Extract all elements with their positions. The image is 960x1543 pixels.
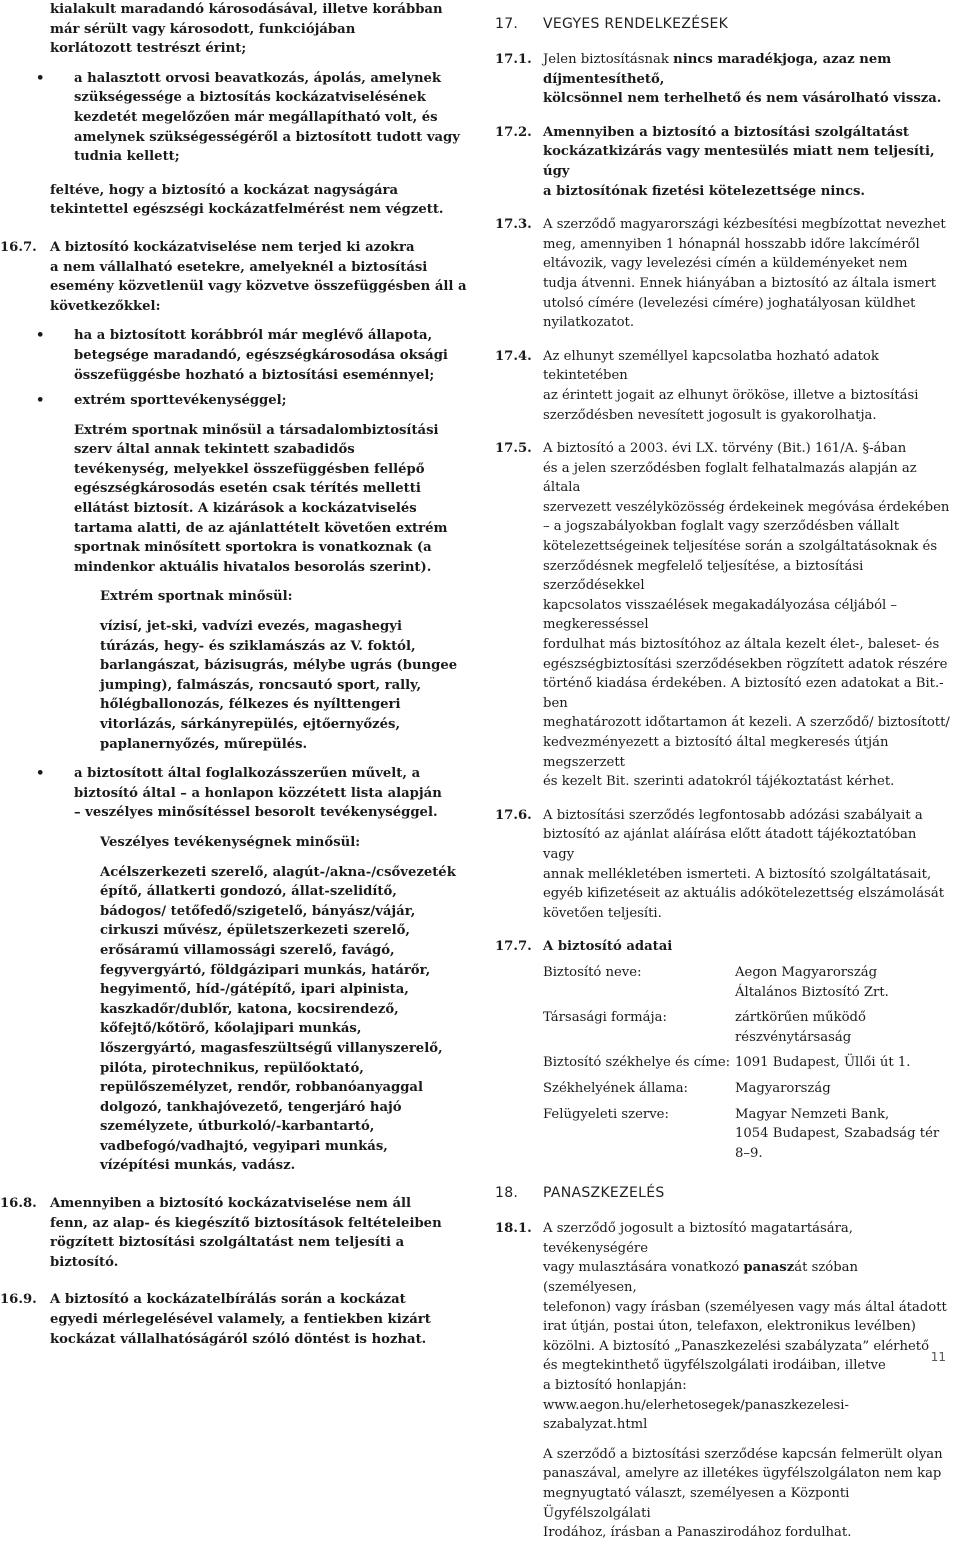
- section-17-heading: 17. VEGYES RENDELKEZÉSEK: [495, 16, 729, 32]
- company-form-row: Társasági formája: zártkörűen működő részvénytársaság: [543, 1010, 866, 1045]
- supervisor-row: Felügyeleti szerve: Magyar Nemzeti Bank, 1054 Budapest, Szabadság tér 8–9.: [543, 1106, 940, 1161]
- section-17-5: 17.5. A biztosító a 2003. évi LX. törvény (Bit.) 161/A. §-ában és a jelen szerződésben foglalt felhatalmazás alapján az általa szervezett veszélyközösség érdekeinek megóvása érdekében – a jogszabályokban foglalt vagy szerződésben vállalt kötelezettségeinek teljesítése során a szolgáltatásoknak és szerződésnek megfelelő teljesítése, a biztosítási szerződésekkel kapcsolatos visszaélések megakadályozása céljából – megkeresséssel fordulhat más biztosítóhoz az általa kezelt élet-, baleset- és egészségbiztosítási szerződésekben rögzített adatok részére történő kiadása érdekében. A biztosító ezen adatokat a Bit.-ben meghatározott időtartamon át kezeli. A szerződő/ biztosított/ kedvezményezett a biztosító által megkeresés útján megszerzett és kezelt Bit. szerinti adatokról tájékoztatást kérhet.: [495, 441, 950, 790]
- state-row: Székhelyének állama: Magyarország: [543, 1080, 831, 1096]
- section-16-9: 16.9. A biztosító a kockázatelbírálás során a kockázat egyedi mérlegelésével valamely, a fentiekben kizárt kockázat vállalhatóságáról szóló döntést is hozhat.: [0, 1292, 431, 1347]
- section-number: 17.6.: [495, 807, 532, 823]
- extreme-sport-heading: Extrém sportnak minősül:: [100, 589, 293, 605]
- insurer-name-row: Biztosító neve: Aegon Magyarország Általános Biztosító Zrt.: [543, 964, 889, 1000]
- bullet-deferred-treatment: • a halasztott orvosi beavatkozás, ápolás, amelynek szükségessége a biztosítás kockázatviselésének kezdetét megelőzően már megállapítható volt, és amelynek szükségességéről a biztosított tudott vagy tudnia kellett;: [36, 70, 460, 165]
- section-number: 17.3.: [495, 217, 532, 233]
- complaint-policy-link[interactable]: www.aegon.hu/elerhetosegek/panaszkezelesi-szabalyzat.html: [543, 1397, 849, 1433]
- bullet-icon: •: [36, 393, 45, 409]
- bullet-existing-condition: • ha a biztosított korábbról már meglévő állapota, betegsége maradandó, egészségkárosodása oksági összefüggésbe hozható a biztosítási eseménnyel;: [36, 328, 448, 383]
- section-18-1: 18.1. A szerződő jogosult a biztosító magatartására, tevékenységére vagy mulasztására vonatkozó panaszát szóban (személyesen, telefonon) vagy írásban (személyesen vagy más által átadott irat útján, postai úton, telefaxon, elektronikus levélben) közölni. A biztosító „Panaszkezelési szabályzata” elérhető és megtekinthető ügyfélszolgálati irodáiban, illetve a biztosító honlapján: www.aegon.hu/elerhetosegek/panaszkezelesi-szabalyzat.html A szerződő a biztosítási szerződése kapcsán felmerült olyan panaszával, amelyre az illetékes ügyfélszolgálaton nem kap megnyugtató választ, személyesen a Központi Ügyfélszolgálati Irodához, írásban a Panaszirodához fordulhat.: [495, 1219, 950, 1543]
- section-number: 16.9.: [0, 1292, 37, 1308]
- section-number: 17.5.: [495, 441, 532, 457]
- intro-text: kialakult maradandó károsodásával, illetve korábban már sérült vagy károsodott, funkciójában korlátozott testrészt érint;: [50, 2, 443, 57]
- section-17-3: 17.3. A szerződő magyarországi kézbesítési megbízottat nevezhet meg, amennyiben 1 hónapnál hosszabb időre lakcíméről eltávozik, vagy levelezési címén a küldeményeket nem tudja átvenni. Ennek hiányában a biztosító az általa ismert utolsó címére (levelezési címére) joghatályosan küldhet nyilatkozatot.: [495, 217, 946, 331]
- proviso-text: feltéve, hogy a biztosító a kockázat nagyságára tekintettel egészségi kockázatfelmérést nem végzett.: [50, 182, 444, 218]
- bullet-extreme-sport: • extrém sporttevékenységgel;: [0, 391, 470, 411]
- section-number: 17.1.: [495, 52, 532, 67]
- section-number: 17.4.: [495, 348, 532, 364]
- section-17-7: [495, 937, 950, 1163]
- section-number: 16.7.: [0, 239, 37, 255]
- extreme-sport-definition: Extrém sportnak minősül a társadalombiztosítási szerv által annak tekintett szabadidős tevékenység, melyekkel összefüggésben fellépő egészségkárosodás esetén csak térítés melletti ellátást biztosít. A kizárások a kockázatviselés tartama alatti, de az ajánlattételt követően extrém sportnak minősített sportokra is vonatkoznak (a mindenkor aktuális hivatalos besorolás szerint).: [74, 422, 448, 575]
- dangerous-activity-heading: Veszélyes tevékenységnek minősül:: [100, 834, 361, 850]
- bullet-icon: •: [36, 70, 45, 86]
- bullet-icon: •: [36, 766, 45, 782]
- insurer-data-title: A biztosító adatai: [543, 939, 673, 955]
- section-17-6: 17.6. A biztosítási szerződés legfontosabb adózási szabályait a biztosító az ajánlat aláírása előtt átadott tájékoztatóban vagy annak mellékletében ismerteti. A biztosító szolgáltatásait, egyéb kifizetéseit az aktuális adókötelezettség elszámolását követően teljesíti.: [495, 807, 945, 921]
- dangerous-activity-list: Acélszerkezeti szerelő, alagút-/akna-/csővezeték építő, állatkerti gondozó, állat-szelidítő, bádogos/ tetőfedő/szigetelő, bányász/vájár, cirkuszi művész, épületszerkezeti szerelő, erősáramú villamossági szerelő, favágó, fegyvergyártó, földgázipari munkás, határőr, hegyimentő, híd-/gátépítő, ipari alpinista, kaszkadőr/dublőr, katona, kocsirendező, kőfejtő/kőtörő, kőolajipari munkás, lőszergyártó, magasfeszültségű villanyszerelő, pilóta, pirotechnikus, repülőoktató, repülőszemélyzet, rendőr, robbanóanyaggal dolgozó, tankhajóvezető, tengerjáró hajó személyzete, útburkoló/-karbantartó, vadbefogó/vadhajtó, vegyipari munkás, vízépítési munkás, vadász.: [100, 864, 456, 1174]
- section-number: 17.7.: [495, 939, 532, 955]
- section-17-2: 17.2. Amennyiben a biztosító a biztosítási szolgáltatást kockázatkizárás vagy mentesülés miatt nem teljesíti, úgy a biztosítónak fizetési kötelezettsége nincs.: [495, 124, 935, 199]
- section-16-8: 16.8. Amennyiben a biztosító kockázatviselése nem áll fenn, az alap- és kiegészítő biztosítások feltételeiben rögzített biztosítási szolgáltatást nem teljesíti a biztosító.: [0, 1196, 442, 1270]
- bullet-dangerous-occupation: • a biztosított által foglalkozásszerűen művelt, a biztosító által – a honlapon közzétett lista alapján – veszélyes minősítéssel besorolt tevékenységgel.: [36, 766, 442, 821]
- section-17-4: 17.4. Az elhunyt személlyel kapcsolatba hozható adatok tekintetében az érintett jogait az elhunyt örököse, illetve a biztosítási szerződésben nevesített jogosult is gyakorolhatja.: [495, 348, 919, 423]
- section-16-7: 16.7. A biztosító kockázatviselése nem terjed ki azokra a nem vállalható esetekre, amelyeknél a biztosítási esemény közvetlenül vagy közvetve összefüggésben áll a következőkkel:: [0, 239, 467, 314]
- left-column: [0, 0, 470, 1349]
- extreme-sport-list: vízisí, jet-ski, vadvízi evezés, magashegyi túrázás, hegy- és sziklamászás az V. foktól, barlangászat, bázisugrás, mélybe ugrás (bungee jumping), falmászás, roncsautó sport, rally, hőlégballonozás, félkezes és nyílttengeri vitorlázás, sárkányrepülés, ejtőernyőzés, paplanernyőzés, műrepülés.: [100, 619, 458, 752]
- bullet-icon: •: [36, 328, 45, 344]
- right-column: [495, 16, 950, 1543]
- headquarters-row: Biztosító székhelye és címe: 1091 Budapest, Üllői út 1.: [543, 1055, 911, 1071]
- section-number: 18.1.: [495, 1221, 532, 1237]
- section-17-1: 17.1. Jelen biztosításnak nincs maradékjoga, azaz nem díjmentesíthető, kölcsönnel nem terhelhető és nem vásárolható vissza.: [495, 52, 942, 107]
- section-18-heading: 18. PANASZKEZELÉS: [495, 1185, 665, 1202]
- section-number: 16.8.: [0, 1196, 37, 1212]
- section-number: 17.2.: [495, 124, 532, 140]
- page-number: 11: [930, 1350, 946, 1364]
